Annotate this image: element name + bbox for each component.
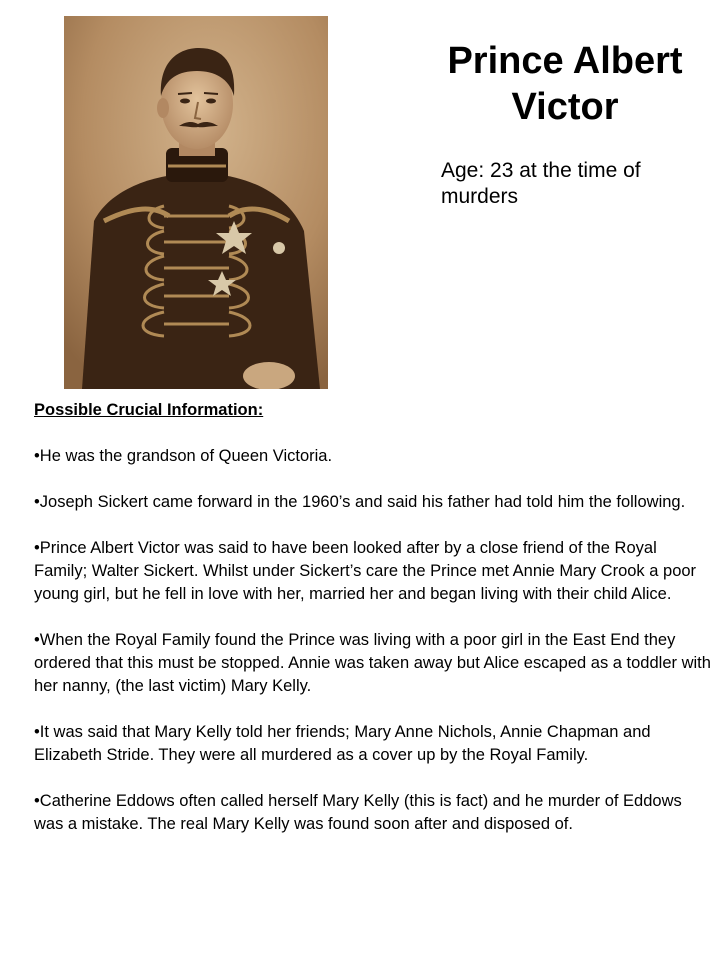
bullet-item: •He was the grandson of Queen Victoria.: [34, 447, 333, 465]
bullet-item: •It was said that Mary Kelly told her friends; Mary Anne Nichols, Annie Chapman and Elizabeth Stride. They were all murdered as a cover up by the Royal Family.: [34, 723, 651, 764]
bullet-item: •When the Royal Family found the Prince was living with a poor girl in the East End they ordered that this must be stopped. Annie was taken away but Alice escaped as a toddler with her nanny, (the last victim) Mary Kelly.: [34, 631, 711, 695]
age-text: Age: 23 at the time of murders: [441, 159, 641, 208]
portrait-illustration: [64, 16, 328, 389]
info-heading: Possible Crucial Information:: [34, 401, 264, 419]
portrait-photo: [64, 16, 328, 389]
bullet-item: •Prince Albert Victor was said to have been looked after by a close friend of the Royal Family; Walter Sickert. Whilst under Sickert’s care the Prince met Annie Mary Crook a poor young girl, but he fell in love with her, married her and began living with their child Alice.: [34, 539, 697, 603]
page-title: Prince Albert Victor: [447, 40, 683, 128]
bullet-item: •Catherine Eddows often called herself Mary Kelly (this is fact) and he murder of Eddows was a mistake. The real Mary Kelly was found soon after and disposed of.: [34, 792, 682, 833]
bullet-item: •Joseph Sickert came forward in the 1960’s and said his father had told him the following.: [34, 493, 686, 511]
info-section: [34, 399, 714, 836]
